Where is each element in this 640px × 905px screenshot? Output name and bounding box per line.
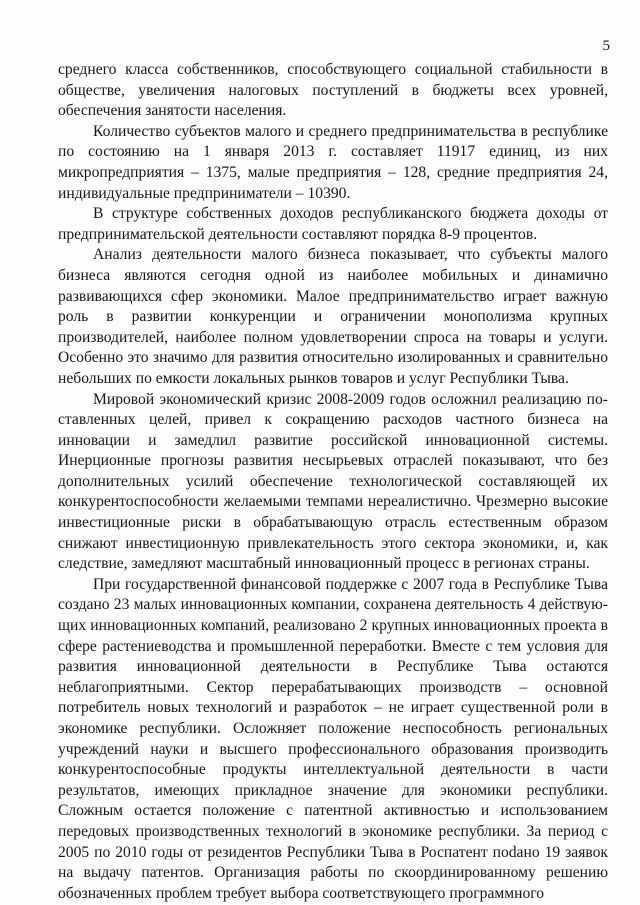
paragraph-small-business-analysis: Анализ деятельности малого бизнеса показывает, что субъекты малого бизнеса являются сегодня одной из наиболее мобильных и динамично развивающихся сфер экономики. Малое предпринимательство играет важную роль в развитии конкуренции и ограничении монополизма крупных производителей, наиболее полном удовлетворении спроса на товары и услуги. Особенно это значимо для развития относительно изолированных и сравнительно небольших по емкости локальных рынков товаров и услуг Республики Тыва. bbox=[58, 246, 608, 387]
paragraph-economic-crisis: Мировой экономический кризис 2008-2009 годов осложнил реализацию поставленных целей, привел к сокращению расходов частного бизнеса на инновации и замедлил развитие российской инновационной системы. Инерционные прогнозы развития несырьевых отраслей показывают, что без дополнительных усилий обеспечение технологической составляющей их конкурентоспособности желаемыми темпами нереалистично. Чрезмерно высокие инвестиционные риски в обрабатывающую отрасль естественным образом снижают инвестиционную привлекательность этого сектора экономики, и, как следствие, замедляют масштабный инновационный процесс в регионах страны. bbox=[58, 390, 608, 573]
page-number: 5 bbox=[602, 38, 610, 54]
paragraph-sme-count: Количество субъектов малого и среднего предпринимательства в республике по состоянию на 1 января 2013 г. составляет 11917 единиц, из них микропредприятия – 1375, малые предприятия – 128, средние предприятия 24, индивидуальные предприниматели – 10390. bbox=[58, 122, 608, 202]
paragraph-state-support: При государственной финансовой поддержке с 2007 года в Республике Тыва создано 23 малых инновационных компании, сохранена деятельность 4 действующих инновационных компаний, реализовано 2 крупных инновационных проекта в сфере растениеводства и промышленной переработки. Вместе с тем условия для развития инновационной деятельности в Республике Тыва остаются неблагоприятными. Сектор перерабатывающих производств – основной потребитель новых технологий и разработок – не играет существенной роли в экономике республики. Осложняет положение неспособность региональных учреждений науки и высшего профессионального образования производить конкурентоспособные продукты интеллектуальной деятельности в части результатов, имеющих прикладное значение для экономики республики. Сложным остается положение с патентной активностью и использованием передовых производственных технологий в экономике республики. За период с 2005 по 2010 годы от резидентов Республики Тыва в Роспатент поdано 19 заявок на выдачу патентов. Организация работы по скоординированному решению обозначенных проблем требует выбора соответствующего программного bbox=[58, 575, 608, 902]
paragraph-continuation: среднего класса собственников, способствующего социальной стабильности в обществе, увеличения налоговых поступлений в бюджеты всех уровней, обеспечения занятости населения. bbox=[58, 61, 608, 120]
document-body bbox=[58, 60, 608, 904]
paragraph-budget-income: В структуре собственных доходов республиканского бюджета доходы от предпринимательской деятельности составляют порядка 8-9 процентов. bbox=[58, 205, 608, 243]
